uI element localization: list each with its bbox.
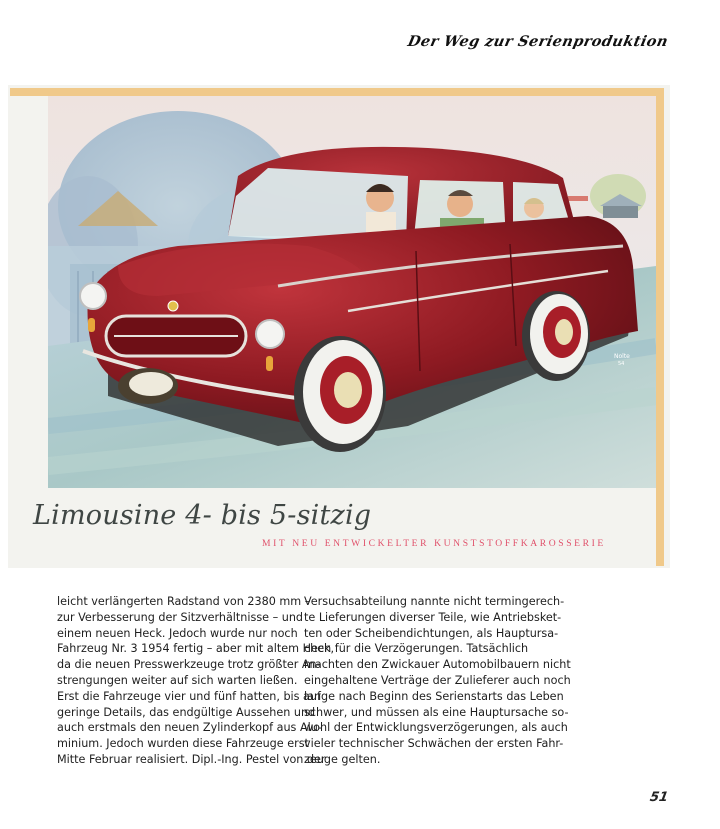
text-line: leicht verlängerten Radstand von 2380 mm – (57, 595, 311, 608)
text-line: schwer, und müssen als eine Hauptursache so- (304, 705, 569, 719)
svg-text:54: 54 (618, 361, 625, 367)
advertisement-headline: Limousine 4- bis 5-sitzig (33, 500, 372, 531)
text-line: Erst die Fahrzeuge vier und fünf hatten, bis auf (57, 689, 321, 703)
text-line: Versuchsabteilung nannte nicht termingerech- (304, 595, 565, 608)
text-line: chen für die Verzögerungen. Tatsächlich (304, 642, 529, 656)
text-line: te Lieferungen diverser Teile, wie Antriebsket- (304, 610, 562, 624)
text-column-right (304, 594, 571, 768)
page-number: 51 (648, 790, 670, 805)
text-line: da die neuen Presswerkzeuge trotz größter An- (57, 658, 321, 672)
running-head: Der Weg zur Serienproduktion (406, 33, 670, 50)
advertisement-subline: MIT NEU ENTWICKELTER KUNSTSTOFFKAROSSERIE (262, 538, 606, 549)
text-line: zeuge gelten. (304, 752, 381, 766)
text-line: vieler technischer Schwächen der ersten Fahr- (304, 737, 564, 751)
text-line: einem neuen Heck. Jedoch wurde nur noch (57, 626, 298, 640)
text-column-left (57, 594, 335, 768)
advertisement-border-right (656, 88, 664, 566)
text-line: machten den Zwickauer Automobilbauern nicht (304, 658, 571, 672)
text-line: Mitte Februar realisiert. Dipl.-Ing. Pestel von der (57, 752, 326, 766)
text-line: strengungen weiter auf sich warten ließen. (57, 673, 298, 687)
text-line: lange nach Beginn des Serienstarts das Leben (304, 689, 564, 703)
text-line: zur Verbesserung der Sitzverhältnisse – und (57, 610, 304, 624)
text-line: geringe Details, das endgültige Aussehen und (57, 705, 316, 719)
text-line: auch erstmals den neuen Zylinderkopf aus Alu- (57, 721, 322, 735)
text-line: minium. Jedoch wurden diese Fahrzeuge erst (57, 737, 309, 751)
text-line: Fahrzeug Nr. 3 1954 fertig – aber mit altem Heck, (57, 642, 335, 656)
text-line: eingehaltene Verträge der Zulieferer auch noch (304, 673, 571, 687)
svg-text:Nolte: Nolte (614, 353, 630, 360)
red-sedan-with-family-icon (48, 96, 656, 488)
advertisement-border-top (10, 88, 663, 96)
advertisement-illustration (48, 96, 656, 488)
text-line: ten oder Scheibendichtungen, als Hauptursa- (304, 626, 559, 640)
text-line: wohl der Entwicklungsverzögerungen, als auch (304, 721, 568, 735)
